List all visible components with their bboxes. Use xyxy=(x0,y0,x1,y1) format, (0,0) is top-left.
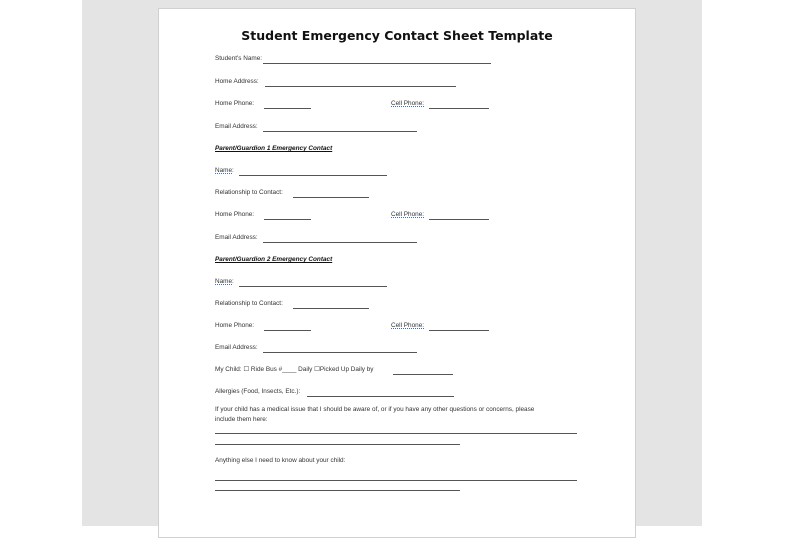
students-name-label: Student's Name: xyxy=(215,55,263,62)
guardian2-heading: Parent/Guardion 2 Emergency Contact xyxy=(215,256,333,263)
guardian2-email-label: Email Address: xyxy=(215,344,258,351)
guardian1-relationship-line[interactable] xyxy=(293,197,369,198)
anything-else-label: Anything else I need to know about your child: xyxy=(215,457,346,464)
cell-phone-line[interactable] xyxy=(429,108,489,109)
guardian2-relationship-line[interactable] xyxy=(293,308,369,309)
guardian1-home-phone-line[interactable] xyxy=(264,219,311,220)
medical-answer-line1[interactable] xyxy=(215,433,577,434)
medical-text-line1: If your child has a medical issue that I should be aware of, or if you have any other questions or concerns, please xyxy=(215,406,535,413)
document-page xyxy=(158,8,636,538)
anything-else-line2[interactable] xyxy=(215,490,460,491)
home-address-line[interactable] xyxy=(265,86,456,87)
guardian2-home-phone-line[interactable] xyxy=(264,330,311,331)
document-title: Student Emergency Contact Sheet Template xyxy=(241,28,553,43)
cell-phone-label: Cell Phone: xyxy=(391,100,425,107)
guardian1-cell-phone-label: Cell Phone: xyxy=(391,211,425,218)
medical-text-line2: include them here: xyxy=(215,416,268,423)
guardian2-email-line[interactable] xyxy=(263,352,417,353)
guardian2-cell-phone-line[interactable] xyxy=(429,330,489,331)
guardian2-name-line[interactable] xyxy=(239,286,387,287)
guardian2-name-label: Name: xyxy=(215,278,234,285)
guardian1-heading: Parent/Guardion 1 Emergency Contact xyxy=(215,145,333,152)
guardian2-cell-phone-label: Cell Phone: xyxy=(391,322,425,329)
allergies-label: Allergies (Food, Insects, Etc.): xyxy=(215,388,301,395)
guardian1-name-label: Name: xyxy=(215,167,234,174)
guardian1-email-label: Email Address: xyxy=(215,234,258,241)
guardian1-name-line[interactable] xyxy=(239,175,387,176)
email-label: Email Address: xyxy=(215,123,258,130)
picked-up-by-line[interactable] xyxy=(393,374,453,375)
guardian2-relationship-label: Relationship to Contact: xyxy=(215,300,283,307)
home-address-label: Home Address: xyxy=(215,78,259,85)
medical-answer-line2[interactable] xyxy=(215,444,460,445)
guardian1-relationship-label: Relationship to Contact: xyxy=(215,189,283,196)
guardian1-home-phone-label: Home Phone: xyxy=(215,211,255,218)
anything-else-line1[interactable] xyxy=(215,480,577,481)
guardian1-cell-phone-line[interactable] xyxy=(429,219,489,220)
students-name-line[interactable] xyxy=(263,63,491,64)
allergies-line[interactable] xyxy=(307,396,454,397)
home-phone-line[interactable] xyxy=(264,108,311,109)
home-phone-label: Home Phone: xyxy=(215,100,255,107)
email-line[interactable] xyxy=(263,131,417,132)
guardian1-email-line[interactable] xyxy=(263,242,417,243)
guardian2-home-phone-label: Home Phone: xyxy=(215,322,255,329)
transport-label: My Child: ☐ Ride Bus #____ Daily ☐Picked Up Daily by xyxy=(215,366,374,373)
